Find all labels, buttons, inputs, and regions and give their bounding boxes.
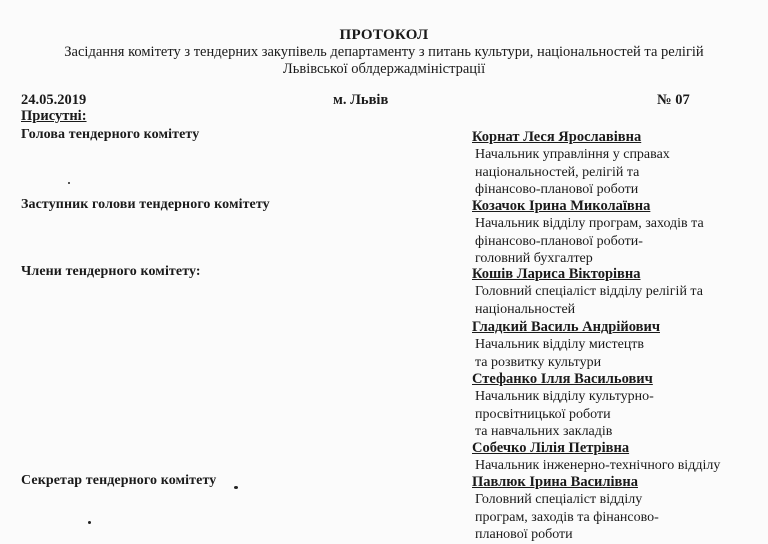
member-position-line: національностей [475,301,576,317]
meeting-date: 24.05.2019 [21,92,87,108]
member-position-line: програм, заходів та фінансово- [475,509,659,525]
present-heading: Присутні: [21,108,87,124]
committee-member [472,266,762,318]
member-position-line: фінансово-планової роботи- [475,233,643,249]
document-subtitle-line2: Львівської облдержадміністрації [282,61,486,77]
member-position-line: просвітницької роботи [475,406,611,422]
scan-speck [234,486,238,489]
committee-member [472,129,762,199]
member-position-line: головний бухгалтер [475,251,593,267]
member-name: Козачок Ірина Миколаївна [472,198,651,214]
member-position-line: національностей, релігій та [475,164,640,180]
member-name: Собечко Лілія Петрівна [472,440,630,456]
member-position-line: Начальник інженерно-технічного відділу [475,458,721,473]
member-name: Павлюк Ірина Василівна [472,474,638,490]
document-title: ПРОТОКОЛ [339,27,429,43]
member-position-line: Головний спеціаліст відділу [475,492,643,507]
scan-speck [88,521,91,524]
role-secretary: Секретар тендерного комітету [21,473,217,488]
role-deputy: Заступник голови тендерного комітету [21,197,270,212]
scan-speck [68,182,70,184]
member-name: Корнат Леся Ярославівна [472,129,642,145]
member-position-line: Начальник управління у справах [475,147,670,162]
member-name: Гладкий Василь Андрійович [472,319,660,335]
member-position-line: Головний спеціаліст відділу релігій та [475,284,703,299]
member-position-line: Начальник відділу культурно- [475,389,654,404]
member-position-line: планової роботи [475,527,573,543]
member-name: Стефанко Ілля Васильович [472,371,653,387]
committee-member [472,198,762,268]
member-position-line: Начальник відділу мистецтв [475,337,645,352]
role-chair: Голова тендерного комітету [21,127,200,142]
member-position-line: фінансово-планової роботи [475,182,639,198]
committee-member [472,319,762,371]
committee-member [472,440,762,475]
protocol-number: № 07 [657,92,690,108]
committee-member [472,474,762,544]
committee-member [472,371,762,441]
role-members: Члени тендерного комітету: [21,264,201,279]
member-name: Кошів Лариса Вікторівна [472,266,641,282]
member-position-line: Начальник відділу програм, заходів та [475,216,704,231]
meeting-city: м. Львів [333,92,389,108]
document-subtitle-line1: Засідання комітету з тендерних закупівель департаменту з питань культури, національностей та релігій [64,44,704,60]
member-position-line: та навчальних закладів [475,424,613,440]
member-position-line: та розвитку культури [475,354,602,370]
